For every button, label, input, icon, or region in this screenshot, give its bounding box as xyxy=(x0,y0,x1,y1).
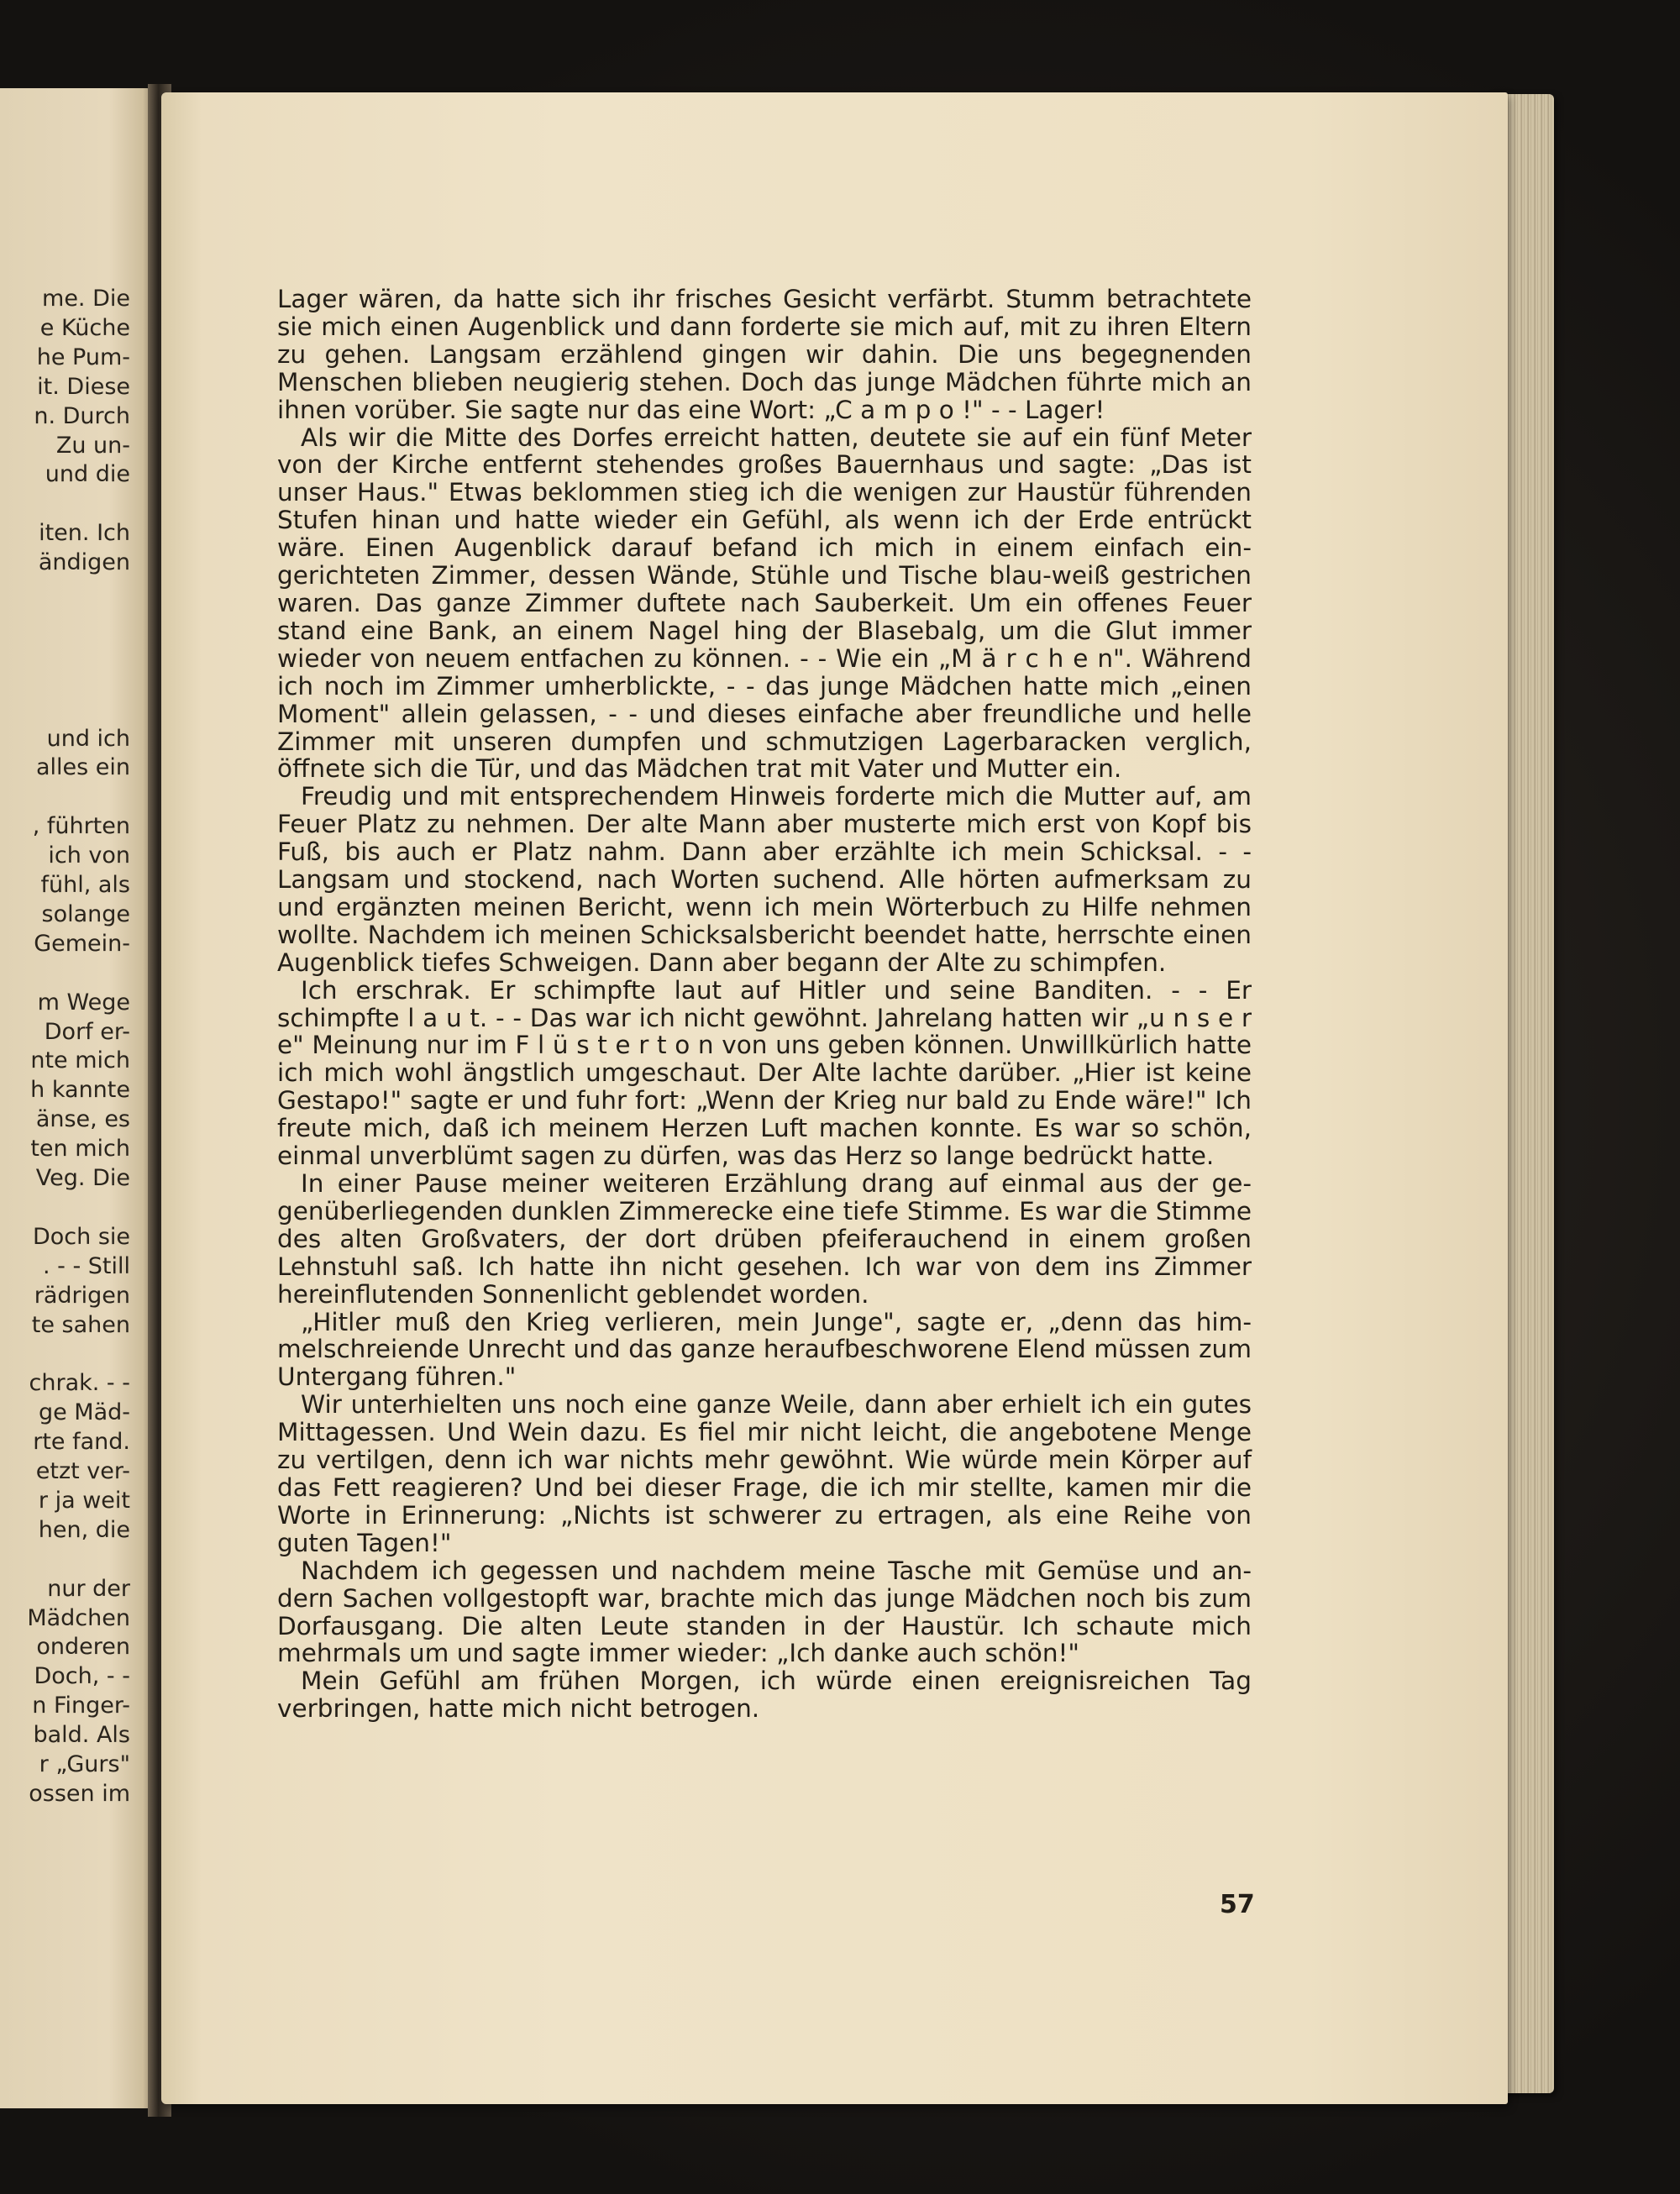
left-page-line: Dorf er- xyxy=(44,1018,130,1045)
left-page-line: , führten xyxy=(32,813,130,840)
left-page-line: Mädchen xyxy=(27,1604,130,1631)
left-page-line: iten. Ich xyxy=(39,520,130,547)
body-text xyxy=(277,286,1252,1723)
left-page-line: rte fand. xyxy=(33,1429,130,1456)
left-page-line: he Pum- xyxy=(36,344,130,370)
left-page-line: solange xyxy=(41,900,130,927)
left-page-line: ten mich xyxy=(30,1136,130,1163)
left-page-line: und die xyxy=(45,461,130,488)
left-page-line: ich von xyxy=(48,842,130,869)
left-page-line: it. Diese xyxy=(37,373,130,400)
left-page-line: Zu un- xyxy=(55,432,130,459)
left-page-line: r ja weit xyxy=(38,1487,130,1514)
left-page-line: chrak. - - xyxy=(29,1370,130,1397)
left-page-line: onderen xyxy=(36,1634,130,1661)
paragraph: Als wir die Mitte des Dorfes erreicht hatten, deutete sie auf ein fünf Meter von der Kirche entfernt stehendes großes Bauernhaus und sagte: „Das ist unser Haus." Etwas beklommen stieg ich die wenigen zur Haustür führenden Stufen hinan und hatte wieder ein Gefühl, als wenn ich der Erde entrückt wäre. Einen Augenblick darauf befand ich mich in einem einfach eingerichteten Zimmer, dessen Wände, Stühle und Tische blau-weiß gestrichen waren. Das ganze Zimmer duftete nach Sauberkeit. Um ein offenes Feuer stand eine Bank, an einem Nagel hing der Blasebalg, um die Glut immer wieder von neuem entfachen zu können. - - Wie ein „M ä r c h e n". Während ich noch im Zimmer umherblickte, - - das junge Mädchen hatte mich „einen Moment" allein gelassen, - - und dieses einfache aber freundliche und helle Zimmer mit unseren dumpfen und schmutzigen Lagerbaracken verglich, öffnete sich die Tür, und das Mädchen trat mit Vater und Mutter ein. xyxy=(277,423,1252,784)
left-page-line: te sahen xyxy=(31,1311,130,1338)
left-page-line: ge Mäd- xyxy=(38,1399,130,1426)
left-page-line: rädrigen xyxy=(34,1282,130,1309)
left-page-line: Gemein- xyxy=(34,930,130,957)
left-page-line: r „Gurs" xyxy=(39,1751,130,1777)
left-page-line: änse, es xyxy=(35,1106,130,1133)
left-page-line: alles ein xyxy=(35,754,130,781)
left-page-line: ändigen xyxy=(38,549,130,576)
left-page-line: h kannte xyxy=(30,1077,130,1104)
paragraph: Freudig und mit entsprechendem Hinweis forderte mich die Mutter auf, am Feuer Platz zu nehmen. Der alte Mann aber musterte mich erst von Kopf bis Fuß, bis auch er Platz nahm. Dann aber erzählte ich mein Schicksal. - - Langsam und stockend, nach Worten suchend. Alle hörten aufmerksam zu und ergänzten meinen Bericht, wenn ich mein Wörterbuch zu Hilfe nehmen wollte. Nachdem ich meinen Schicksalsbericht beendet hatte, herrschte einen Augenblick tiefes Schweigen. Dann aber begann der Alte zu schimpfen. xyxy=(277,782,1252,977)
paragraph: Wir unterhielten uns noch eine ganze Weile, dann aber erhielt ich ein gutes Mittagessen. Und Wein dazu. Es fiel mir nicht leicht, die angebotene Menge zu vertilgen, denn ich war nichts mehr gewöhnt. Wie würde mein Körper auf das Fett reagieren? Und bei dieser Frage, die ich mir stellte, kamen mir die Worte in Erinnerung: „Nichts ist schwerer zu ertragen, als eine Reihe von guten Tagen!" xyxy=(277,1390,1252,1557)
left-page-line: m Wege xyxy=(37,989,130,1016)
left-page-line: etzt ver- xyxy=(35,1458,130,1484)
left-page-line: me. Die xyxy=(42,286,130,312)
paragraph: In einer Pause meiner weiteren Erzählung drang auf einmal aus der gegenüberliegenden dunklen Zimmerecke eine tiefe Stimme. Es war die Stimme des alten Großvaters, der dort drüben pfeiferauchend in einem großen Lehnstuhl saß. Ich hatte ihn nicht gesehen. Ich war von dem ins Zimmer hereinflutenden Sonnenlicht geblendet worden. xyxy=(277,1169,1252,1309)
paragraph: Mein Gefühl am frühen Morgen, ich würde einen ereignisreichen Tag verbringen, hatte mich nicht betrogen. xyxy=(277,1666,1252,1724)
left-page-line: nur der xyxy=(47,1575,130,1602)
left-page-line: n Finger- xyxy=(32,1693,130,1719)
left-page xyxy=(0,88,155,2108)
left-page-line: und ich xyxy=(46,725,130,752)
left-page-line: n. Durch xyxy=(34,402,130,429)
left-page-line: Doch, - - xyxy=(34,1663,130,1690)
paragraph: Ich erschrak. Er schimpfte laut auf Hitler und seine Banditen. - - Er schimpfte l a u t. - - Das war ich nicht gewöhnt. Jahrelang hatten wir „u n s e r e" Meinung nur im F l ü s t e r t o n von uns geben können. Unwillkürlich hatte ich mich wohl ängstlich umgeschaut. Der Alte lachte darüber. „Hier ist keine Gestapo!" sagte er und fuhr fort: „Wenn der Krieg nur bald zu Ende wäre!" Ich freute mich, daß ich meinem Herzen Luft machen konnte. Es war so schön, einmal unverblümt sagen zu dürfen, was das Herz so lange bedrückt hatte. xyxy=(277,975,1252,1171)
left-page-line: . - - Still xyxy=(42,1252,130,1279)
paragraph: Nachdem ich gegessen und nachdem meine Tasche mit Gemüse und andern Sachen vollgestopft war, brachte mich das junge Mädchen noch bis zum Dorfausgang. Die alten Leute standen in der Haustür. Ich schaute mich mehrmals um und sagte immer wieder: „Ich danke auch schön!" xyxy=(277,1556,1252,1668)
left-page-line: fühl, als xyxy=(40,872,130,898)
left-page-line: bald. Als xyxy=(33,1722,130,1749)
left-page-line: Veg. Die xyxy=(35,1165,130,1191)
paragraph: Lager wären, da hatte sich ihr frisches Gesicht verfärbt. Stumm betrachtete sie mich einen Augenblick und dann forderte sie mich auf, mit zu ihren Eltern zu gehen. Langsam erzählend gingen wir dahin. Die uns begegnenden Menschen blieben neugierig stehen. Doch das junge Mädchen führte mich an ihnen vorüber. Sie sagte nur das eine Wort: „C a m p o !" - - Lager! xyxy=(277,285,1252,424)
left-page-line: hen, die xyxy=(38,1516,130,1543)
page-number: 57 xyxy=(1220,1890,1255,1919)
left-page-line: Doch sie xyxy=(32,1223,130,1250)
left-page-line: e Küche xyxy=(39,314,130,341)
left-page-line: ossen im xyxy=(29,1780,130,1807)
left-page-line: nte mich xyxy=(30,1047,130,1074)
paragraph: „Hitler muß den Krieg verlieren, mein Junge", sagte er, „denn das himmelschreiende Unrecht und das ganze heraufbeschworene Elend müssen zum Untergang führen." xyxy=(277,1307,1252,1392)
